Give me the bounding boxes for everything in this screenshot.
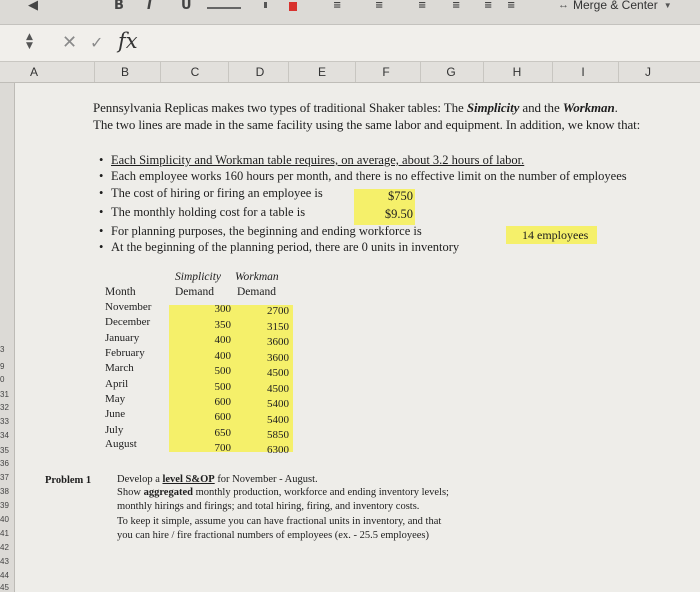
bullet-icon: • — [99, 224, 104, 238]
simplicity-demand-cell[interactable]: 500 — [214, 365, 231, 377]
bullet-icon: • — [99, 205, 104, 219]
bullet-text: Each Simplicity and Workman table requires, on average, about 3.2 hours of labor. — [111, 153, 525, 167]
workman-demand-cell[interactable]: 3150 — [267, 321, 289, 333]
column-header-e[interactable]: E — [317, 65, 327, 79]
align-center-icon[interactable]: ≡ — [375, 0, 384, 11]
scroll-left-icon[interactable]: ◀ — [28, 0, 38, 13]
header-month: Month — [105, 286, 136, 298]
simplicity-demand-cell[interactable]: 500 — [214, 381, 231, 393]
column-separator — [228, 62, 229, 82]
intro-line-2: The two lines are made in the same facility using the same labor and equipment. In addition, we know that: — [93, 117, 641, 132]
row-header[interactable]: 34 — [0, 431, 9, 440]
align-left-icon[interactable]: ≡ — [333, 0, 342, 11]
cancel-formula-icon[interactable]: ✕ — [62, 32, 78, 53]
bullet-icon: • — [99, 186, 104, 200]
bold-icon[interactable]: B — [114, 0, 124, 13]
intro-text: . — [614, 100, 618, 115]
intro-text: and the — [519, 100, 563, 115]
column-separator — [618, 62, 619, 82]
holding-cost-value[interactable]: $9.50 — [384, 207, 413, 221]
workman-demand-cell[interactable]: 3600 — [267, 352, 289, 364]
column-separator — [94, 62, 95, 82]
bullet-item — [99, 240, 459, 255]
merge-icon: ↔ — [558, 0, 569, 11]
row-header[interactable]: 38 — [0, 487, 9, 496]
month-cell[interactable]: December — [105, 316, 151, 328]
merge-center-button[interactable] — [558, 0, 672, 13]
row-header[interactable]: 9 — [0, 362, 5, 371]
simplicity-demand-cell[interactable]: 600 — [214, 396, 231, 408]
column-separator — [160, 62, 161, 82]
borders-icon[interactable] — [207, 7, 241, 9]
column-separator — [288, 62, 289, 82]
column-separator — [355, 62, 356, 82]
increase-indent-icon[interactable]: ≡ — [484, 0, 493, 11]
column-header-g[interactable]: G — [446, 65, 456, 79]
workman-demand-cell[interactable]: 5400 — [267, 414, 289, 426]
workman-demand-cell[interactable]: 3600 — [267, 336, 289, 348]
month-cell[interactable]: November — [105, 301, 152, 313]
row-header[interactable]: 32 — [0, 403, 9, 412]
column-header-a[interactable]: A — [29, 65, 39, 79]
column-header-f[interactable]: F — [382, 65, 390, 79]
problem-text: monthly production, workforce and ending inventory levels; — [192, 487, 449, 498]
month-cell[interactable]: March — [105, 362, 134, 374]
bullet-icon: • — [99, 240, 104, 254]
column-header-d[interactable]: D — [255, 65, 265, 79]
underline-icon[interactable]: U — [181, 0, 192, 13]
simplicity-demand-cell[interactable]: 700 — [214, 442, 231, 454]
column-separator — [552, 62, 553, 82]
worksheet-grid[interactable] — [15, 83, 700, 592]
month-cell[interactable]: August — [105, 438, 137, 450]
row-header[interactable]: 41 — [0, 529, 9, 538]
hire-fire-cost-value[interactable]: $750 — [388, 189, 413, 203]
row-header[interactable]: 45 — [0, 583, 9, 592]
bullet-icon: • — [99, 169, 104, 183]
column-header-j[interactable]: J — [645, 65, 651, 79]
problem-text: for November - August. — [214, 474, 318, 485]
bullet-text: Each employee works 160 hours per month, and there is no effective limit on the number of employees — [111, 169, 627, 183]
row-header[interactable]: 36 — [0, 459, 9, 468]
month-cell[interactable]: January — [105, 332, 140, 344]
problem-line-4: To keep it simple, assume you can have fractional units in inventory, and that — [117, 516, 442, 527]
bullet-text: At the beginning of the planning period, there are 0 units in inventory — [111, 240, 460, 254]
column-headers — [0, 62, 700, 83]
problem-label: Problem 1 — [45, 475, 92, 486]
decrease-indent-icon[interactable]: ≡ — [452, 0, 461, 11]
insert-function-button[interactable]: fx — [118, 29, 138, 53]
problem-aggregated: aggregated — [143, 487, 193, 498]
row-header[interactable]: 35 — [0, 446, 9, 455]
bullet-text: The cost of hiring or firing an employee is — [111, 186, 323, 200]
align-right-icon[interactable]: ≡ — [418, 0, 427, 11]
formula-bar — [0, 25, 700, 62]
problem-line-3: monthly hirings and firings; and total hiring, firing, and inventory costs. — [117, 501, 420, 512]
row-header[interactable]: 44 — [0, 571, 9, 580]
italic-icon[interactable]: I — [147, 0, 152, 13]
simplicity-demand-cell[interactable]: 650 — [214, 427, 231, 439]
column-separator — [420, 62, 421, 82]
bullet-icon: • — [99, 153, 104, 167]
workman-demand-cell[interactable]: 6300 — [267, 444, 289, 456]
bullet-item — [99, 224, 422, 239]
problem-line-2 — [117, 487, 449, 500]
workman-demand-cell[interactable]: 4500 — [267, 367, 289, 379]
ribbon-toolbar — [0, 0, 700, 25]
intro-line-1 — [93, 100, 618, 116]
merge-center-label: Merge & Center — [573, 0, 658, 12]
workman-demand-cell[interactable]: 5400 — [267, 398, 289, 410]
row-header[interactable]: 40 — [0, 515, 9, 524]
simplicity-demand-cell[interactable]: 400 — [214, 334, 231, 346]
row-header[interactable]: 39 — [0, 501, 9, 510]
column-header-b[interactable]: B — [120, 65, 130, 79]
row-header[interactable]: 33 — [0, 417, 9, 426]
header-simplicity: Simplicity — [175, 271, 221, 283]
row-header[interactable]: 43 — [0, 557, 9, 566]
workforce-value[interactable]: 14 employees — [522, 228, 589, 242]
column-separator — [483, 62, 484, 82]
row-header[interactable]: 31 — [0, 390, 9, 399]
wrap-text-icon[interactable]: ≡ — [507, 0, 516, 11]
simplicity-demand-cell[interactable]: 400 — [214, 350, 231, 362]
column-header-h[interactable]: H — [512, 65, 522, 79]
confirm-formula-icon[interactable]: ✓ — [90, 33, 104, 52]
problem-text: Develop a — [117, 474, 163, 485]
simplicity-demand-cell[interactable]: 600 — [214, 411, 231, 423]
month-cell[interactable]: July — [105, 424, 124, 436]
intro-workman: Workman — [562, 100, 615, 115]
problem-text: Show — [117, 487, 144, 498]
workman-demand-cell[interactable]: 5850 — [267, 429, 289, 441]
month-cell[interactable]: April — [105, 378, 129, 390]
chevron-down-icon[interactable]: ▼ — [663, 0, 672, 10]
month-cell[interactable]: June — [105, 408, 126, 420]
fill-color-icon[interactable] — [264, 2, 267, 8]
bullet-text: For planning purposes, the beginning and ending workforce is — [111, 224, 422, 238]
problem-line-1 — [117, 474, 318, 487]
intro-simplicity: Simplicity — [466, 100, 520, 115]
bullet-item — [99, 186, 323, 201]
column-header-c[interactable]: C — [190, 65, 200, 79]
font-color-icon[interactable] — [289, 2, 297, 11]
month-cell[interactable]: February — [105, 347, 145, 359]
month-cell[interactable]: May — [105, 393, 126, 405]
intro-text: Pennsylvania Replicas makes two types of traditional Shaker tables: The — [93, 100, 467, 115]
bullet-text: The monthly holding cost for a table is — [111, 205, 306, 219]
row-header[interactable]: 42 — [0, 543, 9, 552]
problem-level-sop: level S&OP — [162, 474, 215, 485]
header-simplicity-demand: Demand — [175, 286, 214, 298]
row-headers — [0, 83, 15, 592]
row-header[interactable]: 3 — [0, 345, 5, 354]
simplicity-demand-cell[interactable]: 350 — [214, 319, 231, 331]
workman-demand-cell[interactable]: 4500 — [267, 383, 289, 395]
header-workman: Workman — [235, 271, 279, 283]
name-box-stepper-icon[interactable]: ▲ ▼ — [26, 32, 33, 51]
bullet-item — [99, 169, 627, 184]
row-header[interactable]: 37 — [0, 473, 9, 482]
header-workman-demand: Demand — [237, 286, 276, 298]
simplicity-demand-cell[interactable]: 300 — [214, 303, 231, 315]
workman-demand-cell[interactable]: 2700 — [267, 305, 289, 317]
bullet-item — [99, 153, 524, 168]
bullet-item — [99, 205, 305, 220]
problem-line-5: you can hire / fire fractional numbers of employees (ex. - 25.5 employees) — [117, 530, 429, 541]
column-header-i[interactable]: I — [581, 65, 585, 79]
row-header[interactable]: 0 — [0, 375, 5, 384]
